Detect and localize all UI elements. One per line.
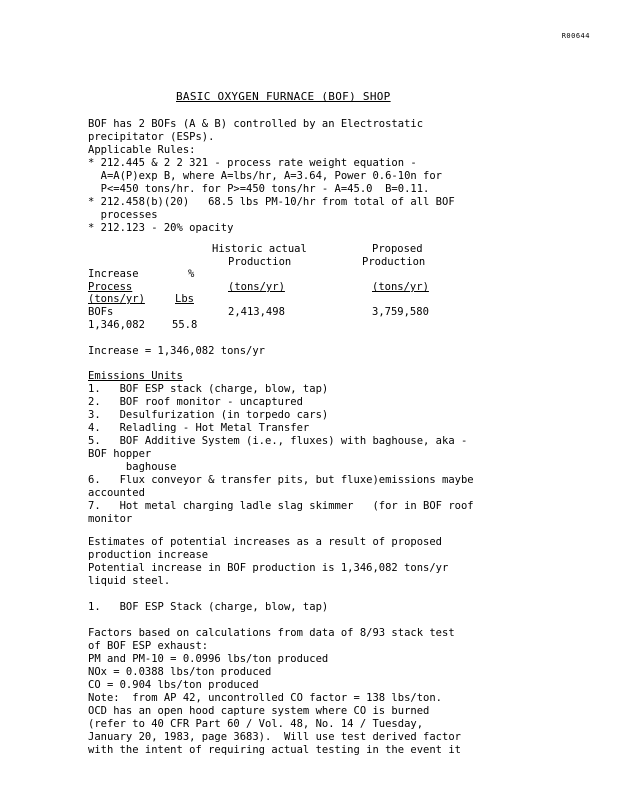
section-1-line: Note: from AP 42, uncontrolled CO factor = 138 lbs/ton. xyxy=(88,692,443,704)
emission-unit-item: 5. BOF Additive System (i.e., fluxes) with baghouse, aka - xyxy=(88,435,468,447)
intro-line: processes xyxy=(88,209,158,221)
col-historic-header: Production xyxy=(228,256,292,268)
table-cell-proposed: 3,759,580 xyxy=(372,306,429,318)
emission-unit-item: baghouse xyxy=(88,461,177,473)
emission-unit-item: 7. Hot metal charging ladle slag skimmer (for in BOF roof xyxy=(88,500,474,512)
section-1-header: 1. BOF ESP Stack (charge, blow, tap) xyxy=(88,601,329,613)
intro-line: * 212.458(b)(20) 68.5 lbs PM-10/hr from total of all BOF xyxy=(88,196,455,208)
increase-units: (tons/yr) xyxy=(88,293,145,305)
col-proposed-header: Production xyxy=(362,256,426,268)
intro-line: Applicable Rules: xyxy=(88,144,196,156)
process-header: Process xyxy=(88,281,133,293)
estimates-line: Potential increase in BOF production is 1,346,082 tons/yr xyxy=(88,562,449,574)
intro-line: * 212.445 & 2 2 321 - process rate weight equation - xyxy=(88,157,417,169)
intro-line: * 212.123 - 20% opacity xyxy=(88,222,234,234)
proposed-units: (tons/yr) xyxy=(372,281,429,293)
intro-line: precipitator (ESPs). xyxy=(88,131,215,143)
estimates-line: liquid steel. xyxy=(88,575,171,587)
percent-header: % xyxy=(188,268,195,280)
document-id: R00644 xyxy=(561,32,590,40)
intro-line: BOF has 2 BOFs (A & B) controlled by an Electrostatic xyxy=(88,118,424,130)
rate-header: Lbs xyxy=(175,293,194,305)
table-cell-percent: 55.8 xyxy=(172,319,198,331)
page-title: BASIC OXYGEN FURNACE (BOF) SHOP xyxy=(176,90,391,103)
section-1-line: OCD has an open hood capture system where CO is burned xyxy=(88,705,430,717)
section-1-line: PM and PM-10 = 0.0996 lbs/ton produced xyxy=(88,653,329,665)
emission-unit-item: 1. BOF ESP stack (charge, blow, tap) xyxy=(88,383,329,395)
col-proposed-header: Proposed xyxy=(372,243,423,255)
estimates-line: Estimates of potential increases as a result of proposed xyxy=(88,536,443,548)
section-1-line: Factors based on calculations from data of 8/93 stack test xyxy=(88,627,455,639)
emission-unit-item: monitor xyxy=(88,513,133,525)
table-cell-increase: 1,346,082 xyxy=(88,319,145,331)
emission-unit-item: 2. BOF roof monitor - uncaptured xyxy=(88,396,303,408)
section-1-line: with the intent of requiring actual testing in the event it xyxy=(88,744,461,756)
table-cell-process: BOFs xyxy=(88,306,114,318)
increase-summary: Increase = 1,346,082 tons/yr xyxy=(88,345,266,357)
col-historic-header: Historic actual xyxy=(212,243,307,255)
section-1-line: January 20, 1983, page 3683). Will use test derived factor xyxy=(88,731,461,743)
section-1-line: of BOF ESP exhaust: xyxy=(88,640,209,652)
intro-line: A=A(P)exp B, where A=lbs/hr, A=3.64, Power 0.6-10n for xyxy=(88,170,443,182)
emission-units-header: Emissions Units xyxy=(88,370,183,382)
emission-unit-item: 3. Desulfurization (in torpedo cars) xyxy=(88,409,329,421)
section-1-line: NOx = 0.0388 lbs/ton produced xyxy=(88,666,272,678)
historic-units: (tons/yr) xyxy=(228,281,285,293)
section-1-line: (refer to 40 CFR Part 60 / Vol. 48, No. 14 / Tuesday, xyxy=(88,718,424,730)
emission-unit-item: 6. Flux conveyor & transfer pits, but fluxe)emissions maybe xyxy=(88,474,474,486)
table-cell-historic: 2,413,498 xyxy=(228,306,285,318)
emission-unit-item: 4. Reladling - Hot Metal Transfer xyxy=(88,422,310,434)
intro-line: P<=450 tons/hr. for P>=450 tons/hr - A=45.0 B=0.11. xyxy=(88,183,430,195)
estimates-line: production increase xyxy=(88,549,209,561)
emission-unit-item: BOF hopper xyxy=(88,448,152,460)
emission-unit-item: accounted xyxy=(88,487,145,499)
section-1-line: CO = 0.904 lbs/ton produced xyxy=(88,679,259,691)
increase-header: Increase xyxy=(88,268,139,280)
